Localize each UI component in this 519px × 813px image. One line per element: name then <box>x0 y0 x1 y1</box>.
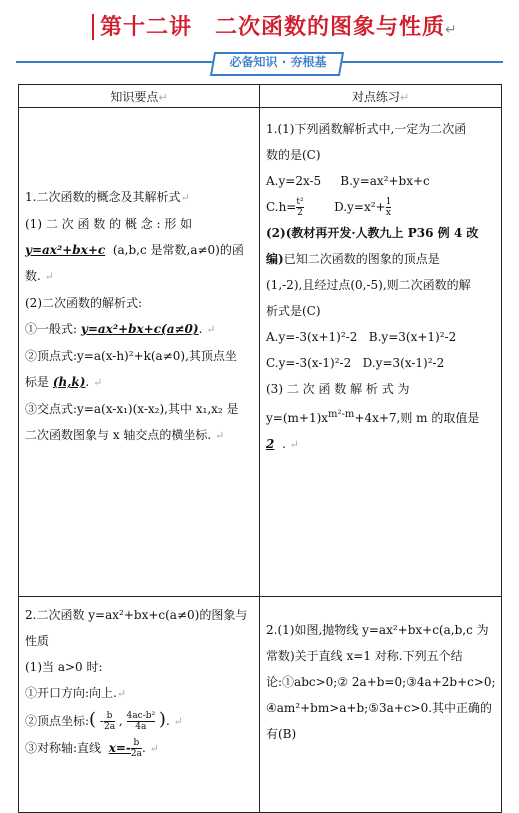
text-line: A.y=2x-5 B.y=ax²+bx+c <box>266 174 430 188</box>
fraction: $\frac{1}{x}$ <box>385 197 392 218</box>
text-line: (3) 二 次 函 数 解 析 式 为 <box>266 382 410 396</box>
text-line: 数. ↵ <box>25 269 54 283</box>
banner-label: 必备知识 · 夯根基 <box>229 55 327 69</box>
answer-blank: y=ax²+bx+c(a≠0) <box>80 322 199 336</box>
text-line: C.y=-3(x-1)²-2 D.y=3(x-1)²-2 <box>266 356 445 370</box>
text-line: ①一般式: y=ax²+bx+c(a≠0). ↵ <box>25 322 216 336</box>
text-line: 有(B) <box>266 727 297 741</box>
text-line: (1,-2),且经过点(0,-5),则二次函数的解 <box>266 278 471 292</box>
answer-blank: x=- <box>108 741 131 755</box>
fraction: $\frac{\text{t²}}{2}$ <box>296 197 304 218</box>
answer-blank: (h,k) <box>52 375 86 389</box>
title-area <box>0 0 519 50</box>
text-line: ③对称轴:直线 x=- $\frac{b}{2a}$ . ↵ <box>25 738 159 759</box>
fraction: $\frac{\text{4ac-b²}}{4a}$ <box>126 711 156 732</box>
text-line: (2)(教材再开发·人教九上 P36 例 4 改 <box>266 226 479 240</box>
text-line: ④am²+bm>a+b;⑤3a+c>0.其中正确的 <box>266 701 493 715</box>
text-line: 2.(1)如图,抛物线 y=ax²+bx+c(a,b,c 为 <box>266 623 489 637</box>
knowledge-table <box>18 84 502 813</box>
text-line: 析式是(C) <box>266 304 321 318</box>
page-title: 第十二讲 二次函数的图象与性质↵ <box>100 15 458 40</box>
fraction: $\frac{b}{2a}$ <box>130 738 142 759</box>
text-line: 1.(1)下列函数解析式中,一定为二次函 <box>266 122 467 136</box>
knowledge-cell-2 <box>19 597 260 813</box>
text-line: ①开口方向:向上.↵ <box>25 686 127 700</box>
text-line: (1) 二 次 函 数 的 概 念 : 形 如 <box>25 217 193 231</box>
title-accent-bar <box>92 14 94 40</box>
text-line: 2.二次函数 y=ax²+bx+c(a≠0)的图象与 <box>25 608 248 622</box>
text-line: (2)二次函数的解析式: <box>25 296 143 310</box>
text-line: 性质 <box>25 634 50 648</box>
text-line: 1.二次函数的概念及其解析式↵ <box>25 190 190 204</box>
text-line: ③交点式:y=a(x-x₁)(x-x₂),其中 x₁,x₂ 是 <box>25 402 239 416</box>
text-line: 论:①abc>0;② 2a+b=0;③4a+2b+c>0; <box>266 675 496 689</box>
text-line: C.h= $\frac{\text{t²}}{2}$ D.y=x²+ $\frac{1}{x}$ <box>266 197 392 218</box>
answer-blank: y=ax²+bx+c <box>25 243 106 257</box>
answer-blank: 2 <box>266 437 275 451</box>
fraction: $\frac{b}{2a}$ <box>103 711 116 732</box>
text-line: A.y=-3(x+1)²-2 B.y=3(x+1)²-2 <box>266 330 457 344</box>
text-line: $y=(m+1)x^{m^2-m}+4x+7$,则 m 的取值是 <box>266 409 480 425</box>
text-line: 编)已知二次函数的图象的顶点是 <box>266 252 440 266</box>
text-line: (1)当 a>0 时: <box>25 660 103 674</box>
text-line: 二次函数图象与 x 轴交点的横坐标. ↵ <box>25 428 225 442</box>
text-line: 2 . ↵ <box>266 437 299 451</box>
text-line: ②顶点式:y=a(x-h)²+k(a≠0),其顶点坐 <box>25 349 237 363</box>
text-line: ②顶点坐标:( - $\frac{b}{2a}$ , $\frac{\text{4ac-b²}}{4a}$ ). ↵ <box>25 709 183 732</box>
text-line: 常数)关于直线 x=1 对称.下列五个结 <box>266 649 463 663</box>
text-line: y=ax²+bx+c (a,b,c 是常数,a≠0)的函 <box>25 243 244 257</box>
practice-cell-2 <box>260 597 502 813</box>
col-header-practice: 对点练习↵ <box>260 85 502 108</box>
practice-cell-1 <box>260 108 502 597</box>
knowledge-cell-1 <box>19 108 260 597</box>
text-line: 数的是(C) <box>266 148 321 162</box>
col-header-knowledge: 知识要点↵ <box>19 85 260 108</box>
text-line: 标是 (h,k). ↵ <box>25 375 103 389</box>
